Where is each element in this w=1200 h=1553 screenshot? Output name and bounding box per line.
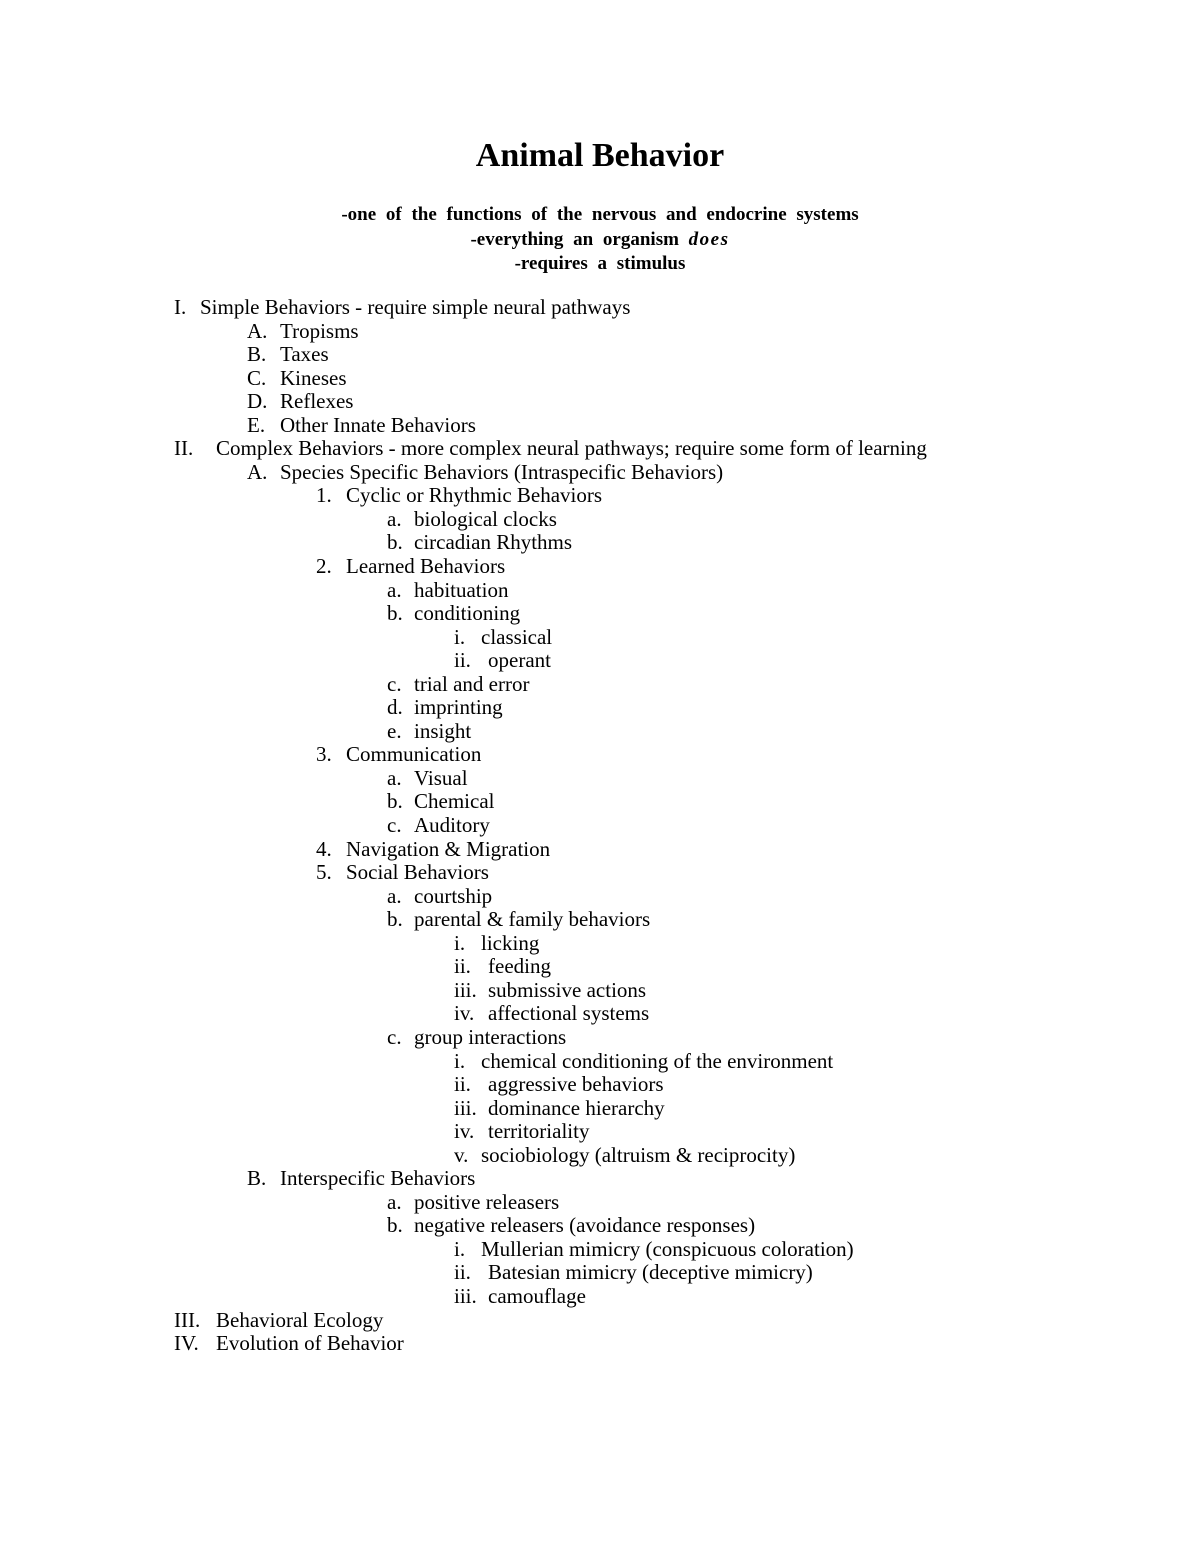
outline-text: operant <box>488 648 551 673</box>
outline-text: Kineses <box>280 365 347 390</box>
outline-item <box>0 1002 1200 1026</box>
outline-marker: 5. <box>316 860 332 885</box>
subtitle-line <box>0 203 1200 228</box>
outline-text: licking <box>481 930 540 955</box>
outline-marker: ii. <box>454 1260 471 1285</box>
subtitle-text: -requires a stimulus <box>514 253 686 274</box>
outline-item <box>0 320 1200 344</box>
outline-text: Taxes <box>280 342 329 367</box>
outline-text: Reflexes <box>280 389 354 414</box>
outline-item <box>0 861 1200 885</box>
outline-item <box>0 296 1200 320</box>
outline-text: Visual <box>414 765 468 790</box>
outline-marker: a. <box>387 1189 402 1214</box>
outline-marker: c. <box>387 1024 402 1049</box>
outline-text: Communication <box>346 742 482 767</box>
outline-marker: a. <box>387 765 402 790</box>
outline-item <box>0 1120 1200 1144</box>
outline-marker: b. <box>387 1213 403 1238</box>
outline-marker: ii. <box>454 954 471 979</box>
outline-item <box>0 720 1200 744</box>
outline-marker: I. <box>174 295 187 319</box>
outline-item <box>0 979 1200 1003</box>
outline-marker: a. <box>387 506 402 531</box>
outline-marker: B. <box>247 1166 267 1191</box>
subtitle-text: -everything an organism <box>470 228 689 250</box>
outline-item <box>0 531 1200 555</box>
outline-item <box>0 461 1200 485</box>
outline-item <box>0 555 1200 579</box>
outline-marker: IV. <box>174 1331 199 1356</box>
subtitle-text: -one of the functions of the nervous and endocrine systems <box>341 204 859 225</box>
outline-item <box>0 673 1200 697</box>
outline-text: circadian Rhythms <box>414 530 573 555</box>
outline-text: conditioning <box>414 601 521 626</box>
outline-marker: iii. <box>454 977 477 1002</box>
outline-text: imprinting <box>414 695 503 720</box>
outline-text: Simple Behaviors - require simple neural pathways <box>200 295 631 319</box>
outline-text: Evolution of Behavior <box>216 1331 404 1356</box>
outline-marker: 2. <box>316 554 332 579</box>
outline-marker: c. <box>387 671 402 696</box>
outline-text: habituation <box>414 577 509 602</box>
outline-item <box>0 390 1200 414</box>
outline-item <box>0 908 1200 932</box>
outline-text: Mullerian mimicry (conspicuous coloration) <box>481 1236 854 1261</box>
outline-marker: b. <box>387 789 403 814</box>
outline-text: Other Innate Behaviors <box>280 412 476 437</box>
outline-marker: iv. <box>454 1001 475 1026</box>
outline-marker: iii. <box>454 1283 477 1308</box>
outline-marker: b. <box>387 601 403 626</box>
outline-text: submissive actions <box>488 977 647 1002</box>
outline-marker: d. <box>387 695 403 720</box>
outline-text: Complex Behaviors - more complex neural pathways; require some form of learning <box>216 436 927 461</box>
outline-item <box>0 626 1200 650</box>
outline-marker: iii. <box>454 1095 477 1120</box>
subtitle-emphasis: does <box>688 228 730 250</box>
outline-marker: a. <box>387 577 402 602</box>
outline-marker: A. <box>247 318 268 343</box>
outline-text: affectional systems <box>488 1001 650 1026</box>
outline-item <box>0 743 1200 767</box>
outline-item <box>0 1167 1200 1191</box>
outline-item <box>0 649 1200 673</box>
outline-item <box>0 437 1200 461</box>
outline-marker: II. <box>174 436 194 461</box>
outline-item <box>0 343 1200 367</box>
outline-text: classical <box>481 624 553 649</box>
outline-text: insight <box>414 718 472 743</box>
outline-text: Tropisms <box>280 318 359 343</box>
subtitle-line <box>0 228 1200 253</box>
outline-item <box>0 885 1200 909</box>
outline-item <box>0 1144 1200 1168</box>
outline-text: Social Behaviors <box>346 860 489 885</box>
outline-item <box>0 1332 1200 1356</box>
outline-item <box>0 932 1200 956</box>
outline-text: Navigation & Migration <box>346 836 551 861</box>
outline-text: feeding <box>488 954 551 979</box>
outline-item <box>0 838 1200 862</box>
outline-marker: E. <box>247 412 266 437</box>
outline-item <box>0 1191 1200 1215</box>
document-title: Animal Behavior <box>475 137 725 174</box>
outline-marker: v. <box>454 1142 469 1167</box>
outline-marker: i. <box>454 930 466 955</box>
outline-marker: 4. <box>316 836 332 861</box>
outline-marker: i. <box>454 1048 466 1073</box>
outline-marker: D. <box>247 389 268 414</box>
outline-marker: ii. <box>454 648 471 673</box>
outline-text: Behavioral Ecology <box>216 1307 384 1332</box>
outline-text: territoriality <box>488 1119 590 1144</box>
outline-marker: b. <box>387 907 403 932</box>
outline-text: aggressive behaviors <box>488 1072 664 1097</box>
outline-marker: C. <box>247 365 267 390</box>
outline-text: sociobiology (altruism & reciprocity) <box>481 1142 796 1167</box>
outline-item <box>0 1073 1200 1097</box>
outline-text: camouflage <box>488 1283 586 1308</box>
outline-marker: i. <box>454 1236 466 1261</box>
outline-item <box>0 790 1200 814</box>
outline-marker: c. <box>387 813 402 838</box>
outline-text: dominance hierarchy <box>488 1095 665 1120</box>
outline-text: parental & family behaviors <box>414 907 651 932</box>
outline-text: Auditory <box>414 813 490 838</box>
outline-marker: i. <box>454 624 466 649</box>
outline-text: Cyclic or Rhythmic Behaviors <box>346 483 603 508</box>
outline-item <box>0 1238 1200 1262</box>
outline-item <box>0 414 1200 438</box>
outline-text: chemical conditioning of the environment <box>481 1048 834 1073</box>
outline-text: biological clocks <box>414 506 557 531</box>
outline-item <box>0 1026 1200 1050</box>
outline-marker: 3. <box>316 742 332 767</box>
outline-marker: b. <box>387 530 403 555</box>
outline-text: Chemical <box>414 789 495 814</box>
outline-item <box>0 1309 1200 1333</box>
outline-marker: a. <box>387 883 402 908</box>
subtitle-block <box>0 203 1200 277</box>
outline-text: negative releasers (avoidance responses) <box>414 1213 756 1238</box>
outline-text: Interspecific Behaviors <box>280 1166 476 1191</box>
outline-text: group interactions <box>414 1024 567 1049</box>
outline-marker: A. <box>247 459 268 484</box>
outline-item <box>0 579 1200 603</box>
outline-marker: B. <box>247 342 267 367</box>
outline-item <box>0 1285 1200 1309</box>
outline-text: positive releasers <box>414 1189 560 1214</box>
outline-item <box>0 767 1200 791</box>
subtitle-line <box>0 252 1200 277</box>
outline-item <box>0 1214 1200 1238</box>
outline-text: trial and error <box>414 671 530 696</box>
outline-item <box>0 814 1200 838</box>
outline-item <box>0 955 1200 979</box>
outline-item <box>0 508 1200 532</box>
outline-marker: III. <box>174 1307 201 1332</box>
outline-item <box>0 1261 1200 1285</box>
outline-marker: iv. <box>454 1119 475 1144</box>
outline-text: courtship <box>414 883 493 908</box>
outline-text: Species Specific Behaviors (Intraspecific Behaviors) <box>280 459 724 484</box>
outline-item <box>0 484 1200 508</box>
outline-item <box>0 1097 1200 1121</box>
outline-list <box>0 296 1200 1356</box>
outline-marker: 1. <box>316 483 332 508</box>
outline-item <box>0 1050 1200 1074</box>
outline-item <box>0 367 1200 391</box>
outline-marker: ii. <box>454 1072 471 1097</box>
outline-item <box>0 602 1200 626</box>
outline-item <box>0 696 1200 720</box>
outline-text: Batesian mimicry (deceptive mimicry) <box>488 1260 813 1285</box>
outline-text: Learned Behaviors <box>346 554 506 579</box>
outline-marker: e. <box>387 718 402 743</box>
